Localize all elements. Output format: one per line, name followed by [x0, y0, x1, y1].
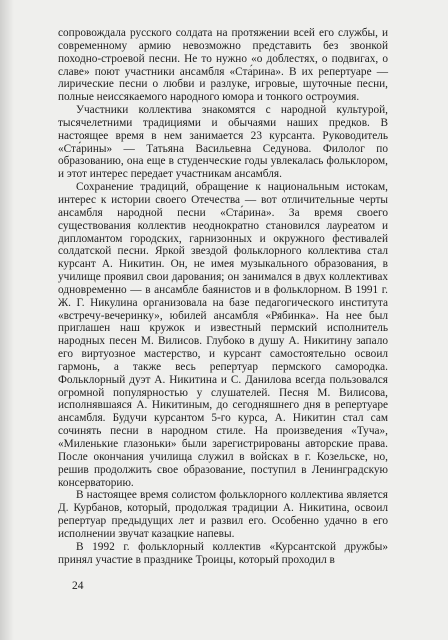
- body-text: [58, 27, 388, 566]
- paragraph-1: сопровождала русского солдата на протяжении всей его службы, и современному армию невозможно представить без звонкой походно-строевой песни. Не то нужно «о доблестях, о подвигах, о славе» поют участники ансамбля «Ста́рина». В их репертуаре — лирические песни о любви и разлуке, игровые, шуточные песни, полные неиссякаемого народного юмора и тонкого остроумия.: [58, 27, 388, 104]
- page-shadow-edge: [0, 0, 14, 640]
- paragraph-4: В настоящее время солистом фольклорного коллектива является Д. Курбанов, который, продолжая традиции А. Никитина, освоил репертуар предыдущих лет и развил его. Особенно удачно в его исполнении звучат казацкие напевы.: [58, 489, 388, 540]
- paragraph-3: Сохранение традиций, обращение к национальным истокам, интерес к истории своего Отечества — вот отличительные черты ансамбля народной песни «Ста́рина». За время своего существования коллектив неоднократно становился лауреатом и дипломантом городских, гарнизонных и окружного фестивалей солдатской песни. Яркой звездой фольклорного коллектива стал курсант А. Никитин. Он, не имея музыкального образования, в училище проявил свои дарования; он занимался в двух коллективах одновременно — в ансамбле баянистов и в фольклорном. В 1991 г. Ж. Г. Никулина организовала на базе педагогического института «встречу-вечеринку», юбилей ансамбля «Рябинка». На нее был приглашен наш кружок и известный пермский исполнитель народных песен М. Вилисов. Глубоко в душу А. Никитину запало его виртуозное мастерство, и курсант самостоятельно освоил гармонь, а также весь репертуар пермского самородка. Фольклорный дуэт А. Никитина и С. Данилова всегда пользовался огромной популярностью у слушателей. Песня М. Вилисова, исполнявшаяся А. Никитиным, до сегодняшнего дня в репертуаре ансамбля. Будучи курсантом 5-го курса, А. Никитин стал сам сочинять песни в народном стиле. На произведения «Туча», «Миленькие глазоньки» были зарегистрированы авторские права. После окончания училища служил в войсках в г. Козельске, но, решив продолжить свое образование, поступил в Ленинградскую консерваторию.: [58, 181, 388, 489]
- paragraph-5: В 1992 г. фольклорный коллектив «Курсантской дружбы» принял участие в празднике Троицы, который проходил в: [58, 540, 388, 566]
- paragraph-2: Участники коллектива знакомятся с народной культурой, тысячелетними традициями и обычаями наших предков. В настоящее время в нем занимается 23 курсанта. Руководитель «Ста́рины» — Татьяна Васильевна Седунова. Филолог по образованию, она еще в студенческие годы увлекалась фольклором, и этот интерес передает участникам ансамбля.: [58, 104, 388, 181]
- page-number: 24: [72, 580, 84, 592]
